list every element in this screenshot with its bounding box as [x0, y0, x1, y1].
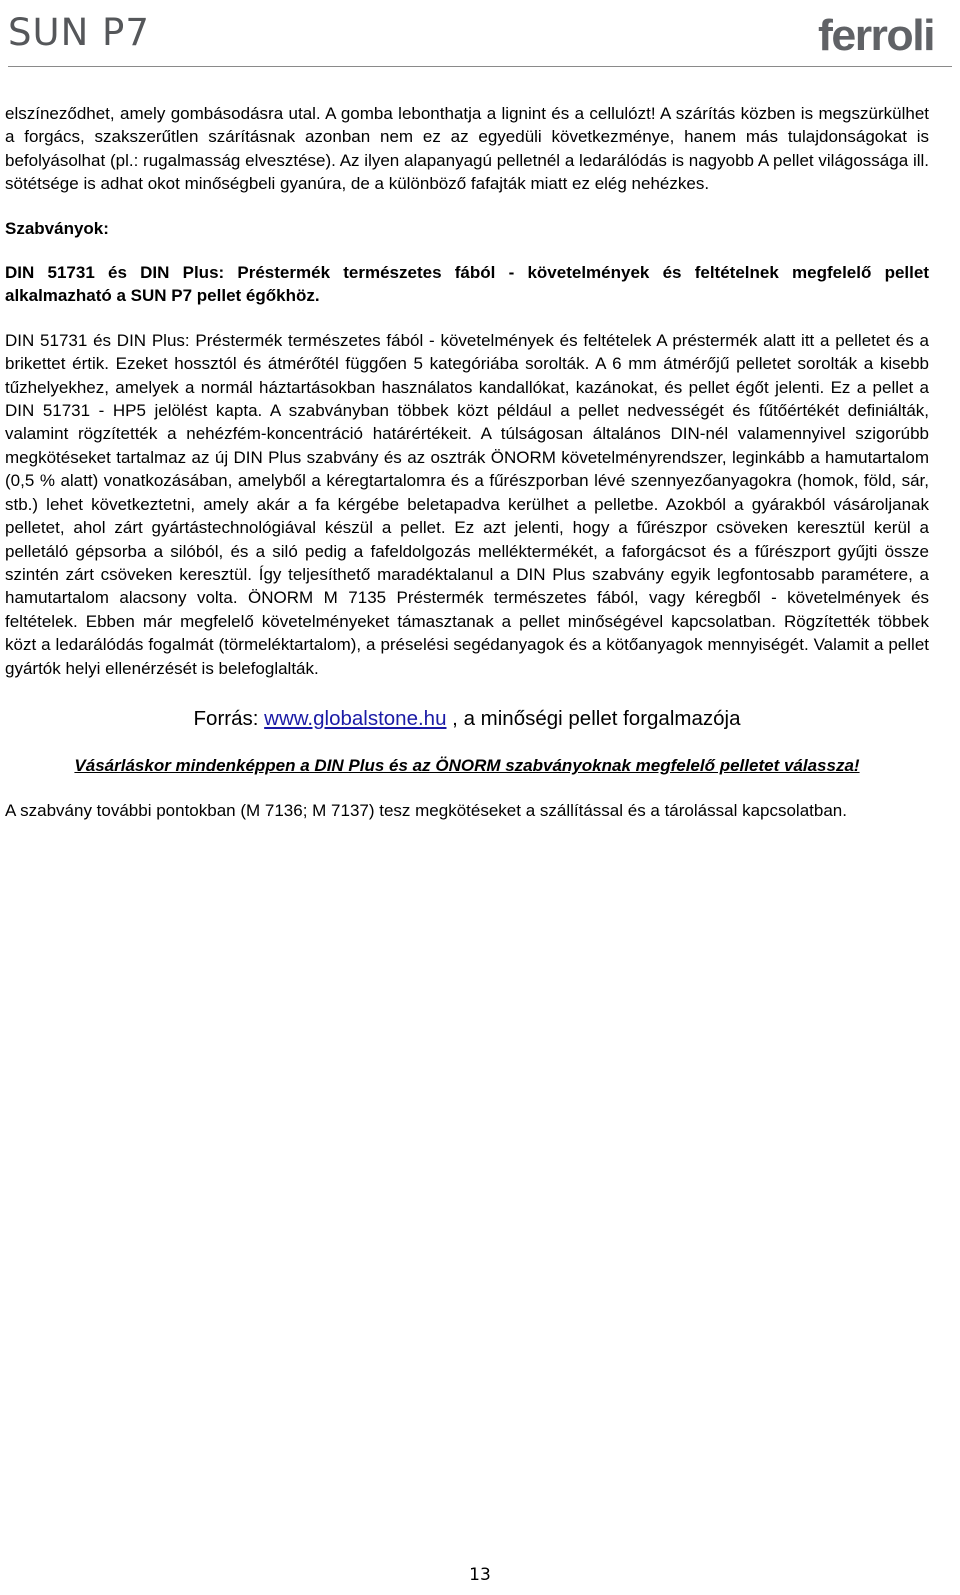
purchase-notice: Vásárláskor mindenképpen a DIN Plus és az ÖNORM szabványoknak megfelelő pelletet válassza! [74, 755, 860, 775]
source-prefix: Forrás: [193, 706, 265, 730]
source-link[interactable]: www.globalstone.hu [264, 706, 447, 730]
final-paragraph: A szabvány további pontokban (M 7136; M 7137) tesz megkötéseket a szállítással és a tárolással kapcsolatban. [5, 801, 847, 821]
ferroli-logo [814, 4, 938, 62]
page-number: 13 [469, 1565, 491, 1585]
header-divider [8, 66, 952, 67]
section-heading: Szabványok: [5, 218, 109, 238]
din-summary-paragraph: DIN 51731 és DIN Plus: Préstermék természetes fából - követelmények és feltételnek megfelelő pellet alkalmazható a SUN P7 pellet égőkhöz. [5, 263, 929, 306]
source-line [5, 706, 929, 732]
page-header [0, 0, 960, 70]
intro-paragraph: elszíneződhet, amely gombásodásra utal. A gomba lebonthatja a lignint és a cellulózt! A szárítás közben is megszürkülhet a forgács, szakszerűtlen szárításnak azonban nem ez az egyedüli következménye, hanem más tulajdonságokat is befolyásolhat (pl.: rugalmasság elvesztése). Az ilyen alapanyagú pelletnél a ledarálódás is nagyobb A pellet világossága ill. sötétsége is adhat okot minőségbeli gyanúra, de a különböző fafajták miatt ez elég nehézkes. [5, 104, 929, 194]
page-content [5, 102, 929, 823]
standards-paragraph: DIN 51731 és DIN Plus: Préstermék természetes fából - követelmények és feltételek A préstermék alatt itt a pelletet és a brikettet értik. Ezeket hossztól és átmérőtél függően 5 kategóriába sorolták. A 6 mm átmérőjű pelletet sorolták a kisebb tűzhelyekhez, amelyek a normál háztartásokban használatos kandallókat, kazánokat, és pellet égőt jelenti. Ez a pellet a DIN 51731 - HP5 jelölést kapta. A szabványban többek közt például a pellet nedvességét és fűtőértékét definiálták, valamint rögzítették a nehézfém-koncentráció határértékeit. A túlságosan általános DIN-nél valamennyivel szigorúbb megkötéseket tartalmaz az új DIN Plus szabvány és az osztrák ÖNORM követelményrendszer, leginkább a hamutartalom (0,5 % alatt) vonatkozásában, amelyből a kéregtartalomra és a fűrészporban lévé szennyezőanyagokra (homok, föld, sár, stb.) lehet következtetni, amely akár a fa kérgébe beletapadva kerülhet a pelletbe. Azokból a gyárakból vásároljanak pelletet, ahol zárt gyártástechnológiával készül a pellet. Ez azt jelenti, hogy a fűrészpor csöveken keresztül kerül a pelletáló gépsorba a silóból, és a siló pedig a fafeldolgozás melléktermékét, a faforgácsot és a fűrészport gyűjti össze szintén zárt csöveken keresztül. Így teljesíthető maradéktalanul a DIN Plus szabvány egyik legfontosabb paramétere, a hamutartalom alacsony volta. ÖNORM M 7135 Préstermék természetes fából, vagy kéregből - követelmények és feltételek. Ebben már megfelelő követelményeket támasztanak a pellet minőségével kapcsolatban. Rögzítették többek közt a ledarálódás fogalmát (törmeléktartalom), a préselési segédanyagok és a kötőanyagok mennyiségét. Valamit a pellet gyártók helyi ellenérzését is belefoglalták. [5, 330, 929, 678]
document-title: SUN P7 [8, 11, 150, 54]
source-suffix: , a minőségi pellet forgalmazója [446, 706, 741, 730]
logo-text: ferroli [818, 11, 934, 60]
